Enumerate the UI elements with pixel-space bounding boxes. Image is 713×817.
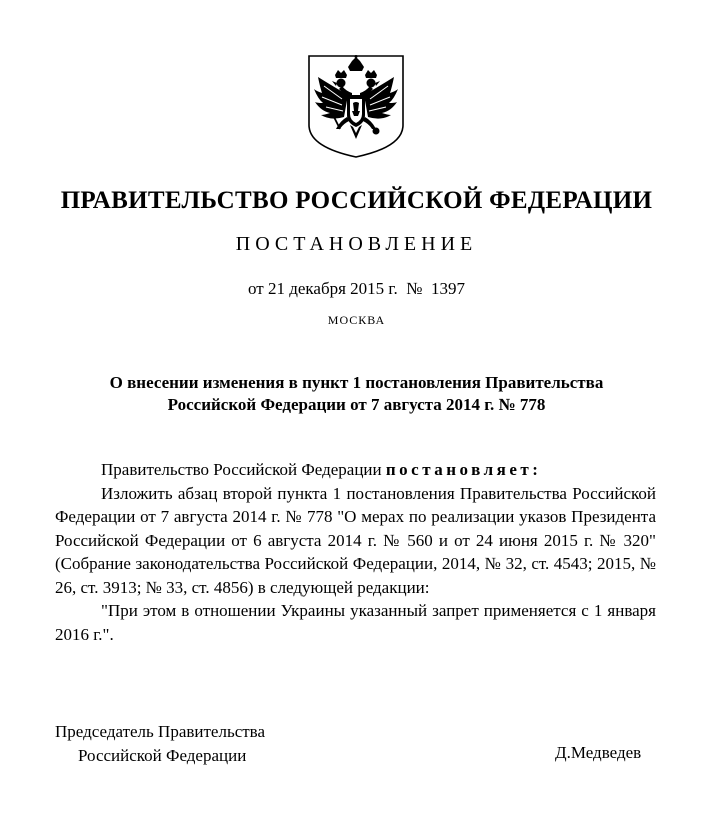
subject-line-2: Российской Федерации от 7 августа 2014 г. № 778 (167, 395, 546, 414)
signatory-title (55, 720, 265, 767)
signatory-title-line-1: Председатель Правительства (55, 722, 266, 741)
subject-line-1: О внесении изменения в пункт 1 постановления Правительства (109, 373, 604, 392)
document-date-number: от 21 декабря 2015 г. № 1397 (248, 279, 465, 298)
signatory-name: Д.Медведев (555, 743, 642, 762)
decree-verb: постановляет: (385, 460, 542, 479)
document-city: МОСКВА (327, 313, 386, 327)
decree-paragraph (55, 458, 656, 482)
new-wording-paragraph: "При этом в отношении Украины указанный запрет применяется с 1 января 2016 г.". (55, 601, 656, 644)
signatory-title-line-2: Российской Федерации (78, 745, 247, 765)
government-title: ПРАВИТЕЛЬСТВО РОССИЙСКОЙ ФЕДЕРАЦИИ (60, 187, 653, 214)
decree-issuer: Правительство Российской Федерации (101, 460, 386, 479)
amendment-paragraph: Изложить абзац второй пункта 1 постановления Правительства Российской Федерации от 7 августа 2014 г. № 778 "О мерах по реализации указов Президента Российской Федерации от 6 августа 2014 г. № 560 и от 24 июня 2015 г. № 320" (Собрание законодательства Российской Федерации, 2014, № 32, ст. 4543; 2015, № 26, ст. 3913; № 33, ст. 4856) в следующей редакции: (55, 483, 656, 597)
russian-coat-of-arms-icon (306, 53, 406, 159)
document-subject (60, 372, 653, 416)
document-type: ПОСТАНОВЛЕНИЕ (235, 233, 478, 255)
document-body (55, 458, 656, 646)
